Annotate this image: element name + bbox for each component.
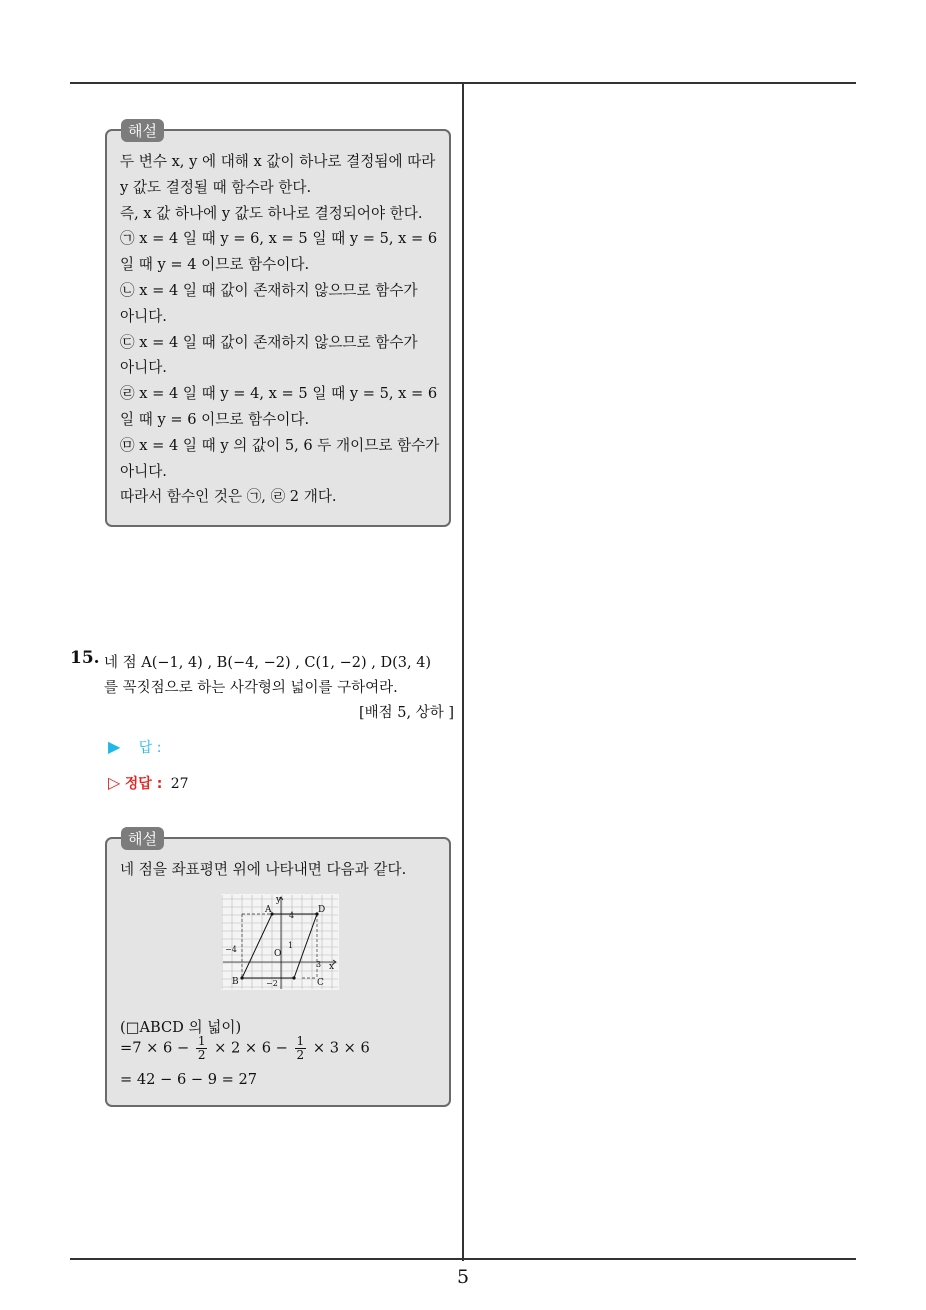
correct-answer-label: 정답 : bbox=[124, 776, 163, 792]
graph-point-a: A bbox=[265, 905, 272, 915]
explanation-line: ㉡ x = 4 일 때 값이 존재하지 않으므로 함수가 bbox=[120, 281, 418, 299]
answer-label: 답 : bbox=[138, 740, 162, 756]
graph-tick-minus-four: −4 bbox=[225, 945, 237, 954]
bottom-rule bbox=[70, 1258, 856, 1260]
graph-tick-one: 1 bbox=[288, 941, 294, 950]
question-text-line-2: 를 꼭짓점으로 하는 사각형의 넓이를 구하여라. bbox=[104, 680, 398, 696]
explanation-tag: 해설 bbox=[121, 119, 164, 142]
explanation-line: ㉤ x = 4 일 때 y 의 값이 5, 6 두 개이므로 함수가 bbox=[120, 436, 440, 454]
question-number: 15. bbox=[70, 648, 100, 668]
eq-part-c: × 3 × 6 bbox=[312, 1039, 370, 1057]
area-equation-1 bbox=[120, 1035, 370, 1062]
coordinate-plane-graph bbox=[221, 894, 339, 990]
graph-point-b: B bbox=[232, 977, 239, 987]
answer-arrow-icon: ▶ bbox=[108, 737, 121, 756]
fraction-denominator: 2 bbox=[197, 1048, 206, 1062]
correct-answer-row bbox=[108, 773, 189, 793]
explanation-line: ㉢ x = 4 일 때 값이 존재하지 않으므로 함수가 bbox=[120, 333, 418, 351]
graph-point-d: D bbox=[318, 905, 326, 915]
explanation-line: y 값도 결정될 때 함수라 한다. bbox=[120, 178, 312, 196]
fraction-denominator: 2 bbox=[296, 1048, 305, 1062]
explanation-line: 일 때 y = 4 이므로 함수이다. bbox=[120, 256, 310, 274]
eq-part-a: =7 × 6 − bbox=[120, 1039, 190, 1057]
area-equation-2: = 42 − 6 − 9 = 27 bbox=[120, 1071, 258, 1088]
graph-point-c: C bbox=[317, 978, 324, 988]
answer-input-area[interactable] bbox=[166, 739, 346, 757]
graph-origin-label: O bbox=[274, 949, 282, 959]
explanation-line: 아니다. bbox=[120, 462, 167, 480]
eq-part-b: × 2 × 6 − bbox=[214, 1039, 288, 1057]
explanation-line: ㉣ x = 4 일 때 y = 4, x = 5 일 때 y = 5, x = 6 bbox=[120, 385, 438, 403]
answer-row bbox=[108, 737, 346, 757]
explanation-line: 즉, x 값 하나에 y 값도 하나로 결정되어야 한다. bbox=[120, 204, 423, 222]
fraction-numerator: 1 bbox=[197, 1034, 206, 1048]
graph-tick-minus-two: −2 bbox=[266, 979, 278, 988]
fraction-half bbox=[295, 1035, 307, 1062]
fraction-numerator: 1 bbox=[296, 1034, 305, 1048]
explanation-box-1 bbox=[105, 122, 451, 527]
fraction-half bbox=[196, 1035, 208, 1062]
explanation-line: 일 때 y = 6 이므로 함수이다. bbox=[120, 410, 310, 428]
explanation-line: 아니다. bbox=[120, 307, 167, 325]
hollow-arrow-icon: ▷ bbox=[108, 773, 121, 792]
explanation-line: 두 변수 x, y 에 대해 x 값이 하나로 결정됨에 따라 bbox=[120, 153, 436, 170]
correct-answer-value: 27 bbox=[170, 776, 189, 792]
area-label: (□ABCD 의 넓이) bbox=[120, 1019, 242, 1036]
column-divider bbox=[462, 83, 464, 1261]
question-text-line-1: 네 점 A(−1, 4) , B(−4, −2) , C(1, −2) , D(3, 4) bbox=[104, 655, 432, 671]
page-number: 5 bbox=[456, 1266, 470, 1288]
explanation-box-2 bbox=[105, 830, 451, 1107]
explanation-line: ㉠ x = 4 일 때 y = 6, x = 5 일 때 y = 5, x = 6 bbox=[120, 230, 438, 248]
graph-x-label: x bbox=[329, 962, 335, 972]
graph-tick-four: 4 bbox=[289, 911, 295, 920]
graph-y-label: y bbox=[276, 895, 282, 905]
explanation-line: 따라서 함수인 것은 ㉠, ㉣ 2 개다. bbox=[120, 488, 337, 506]
explanation-line: 아니다. bbox=[120, 359, 167, 377]
explanation-intro: 네 점을 좌표평면 위에 나타내면 다음과 같다. bbox=[120, 861, 407, 878]
explanation-tag: 해설 bbox=[121, 827, 164, 850]
graph-tick-three: 3 bbox=[316, 960, 322, 969]
question-score: [배점 5, 상하 ] bbox=[358, 705, 454, 721]
